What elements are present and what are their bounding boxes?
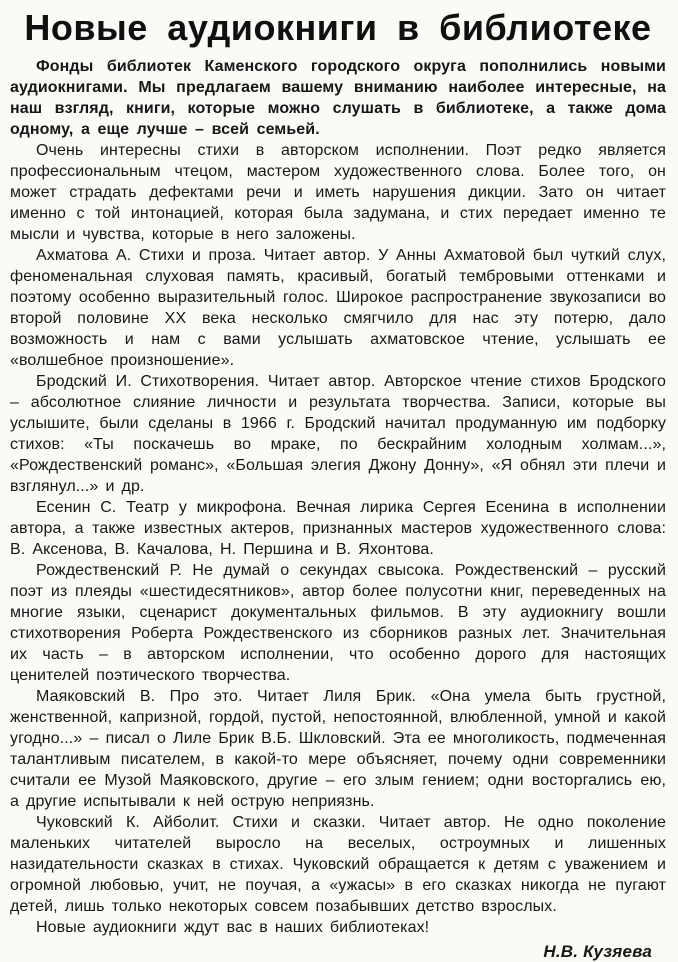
body-paragraph: Есенин С. Театр у микрофона. Вечная лирика Сергея Есенина в исполнении автора, а также известных актеров, признанных мастеров художественного слова: В. Аксенова, В. Качалова, Н. Першина и В. Яхонтова. bbox=[10, 498, 666, 558]
lead-paragraph: Фонды библиотек Каменского городского округа пополнились новыми аудиокнигами. Мы предлагаем вашему вниманию наиболее интересные, на наш взгляд, книги, которые можно слушать в библиотеке, а также дома одному, а еще лучше – всей семьей. bbox=[10, 57, 666, 138]
closing-line: Новые аудиокниги ждут вас в наших библиотеках! bbox=[36, 918, 430, 936]
page-title: Новые аудиокниги в библиотеке bbox=[24, 7, 652, 48]
signature: Н.В. Кузяева bbox=[543, 941, 652, 961]
body-paragraph: Чуковский К. Айболит. Стихи и сказки. Читает автор. Не одно поколение маленьких читателей выросло на веселых, остроумных и лишенных назидательности сказках в стихах. Чуковский обращается к детям с уважением и огромной любовью, учит, не поучая, а «ужасы» в его сказках никогда не пугают детей, лишь только некоторых совсем позабывших детство взрослых. bbox=[10, 813, 666, 915]
body-paragraph: Маяковский В. Про это. Читает Лиля Брик. «Она умела быть грустной, женственной, капризной, гордой, пустой, непостоянной, влюбленной, умной и какой угодно...» – писал о Лиле Брик В.Б. Шкловский. Эта ее многоликость, подмеченная талантливым писателем, в какой-то мере объясняет, почему одни современники считали ее Музой Маяковского, другие – его злым гением; одни восторгались ею, а другие испытывали к ней острую неприязнь. bbox=[10, 687, 666, 810]
body-paragraph: Рождественский Р. Не думай о секундах свысока. Рождественский – русский поэт из плеяды «шестидесятников», автор более полусотни книг, переведенных на многие языки, сценарист документальных фильмов. В эту аудиокнигу вошли стихотворения Роберта Рождественского из сборников разных лет. Значительная их часть – в авторском исполнении, что особенно дорого для настоящих ценителей поэтического творчества. bbox=[10, 561, 666, 684]
body-paragraph: Бродский И. Стихотворения. Читает автор. Авторское чтение стихов Бродского – абсолютное слияние личности и результата творчества. Записи, которые вы услышите, были сделаны в 1966 г. Бродский начитал продуманную им подборку стихов: «Ты поскачешь во мраке, по бескрайним холодным холмам...», «Рождественский романс», «Большая элегия Джону Донну», «Я обнял эти плечи и взглянул...» и др. bbox=[10, 372, 666, 495]
body-paragraph: Ахматова А. Стихи и проза. Читает автор. У Анны Ахматовой был чуткий слух, феноменальная слуховая память, красивый, богатый тембровыми оттенками и поэтому особенно выразительный голос. Широкое распространение звукозаписи во второй половине XX века несколько смягчило для нас эту потерю, дало возможность и нам с вами услышать ахматовское чтение, услышать ее «волшебное произношение». bbox=[10, 246, 666, 369]
body-paragraph: Очень интересны стихи в авторском исполнении. Поэт редко является профессиональным чтецом, мастером художественного слова. Более того, он может страдать дефектами речи и иметь нарушения дикции. Зато он читает именно с той интонацией, которая была задумана, и стих передает именно те мысли и чувства, которые в него заложены. bbox=[10, 141, 666, 243]
article-body bbox=[10, 140, 666, 917]
